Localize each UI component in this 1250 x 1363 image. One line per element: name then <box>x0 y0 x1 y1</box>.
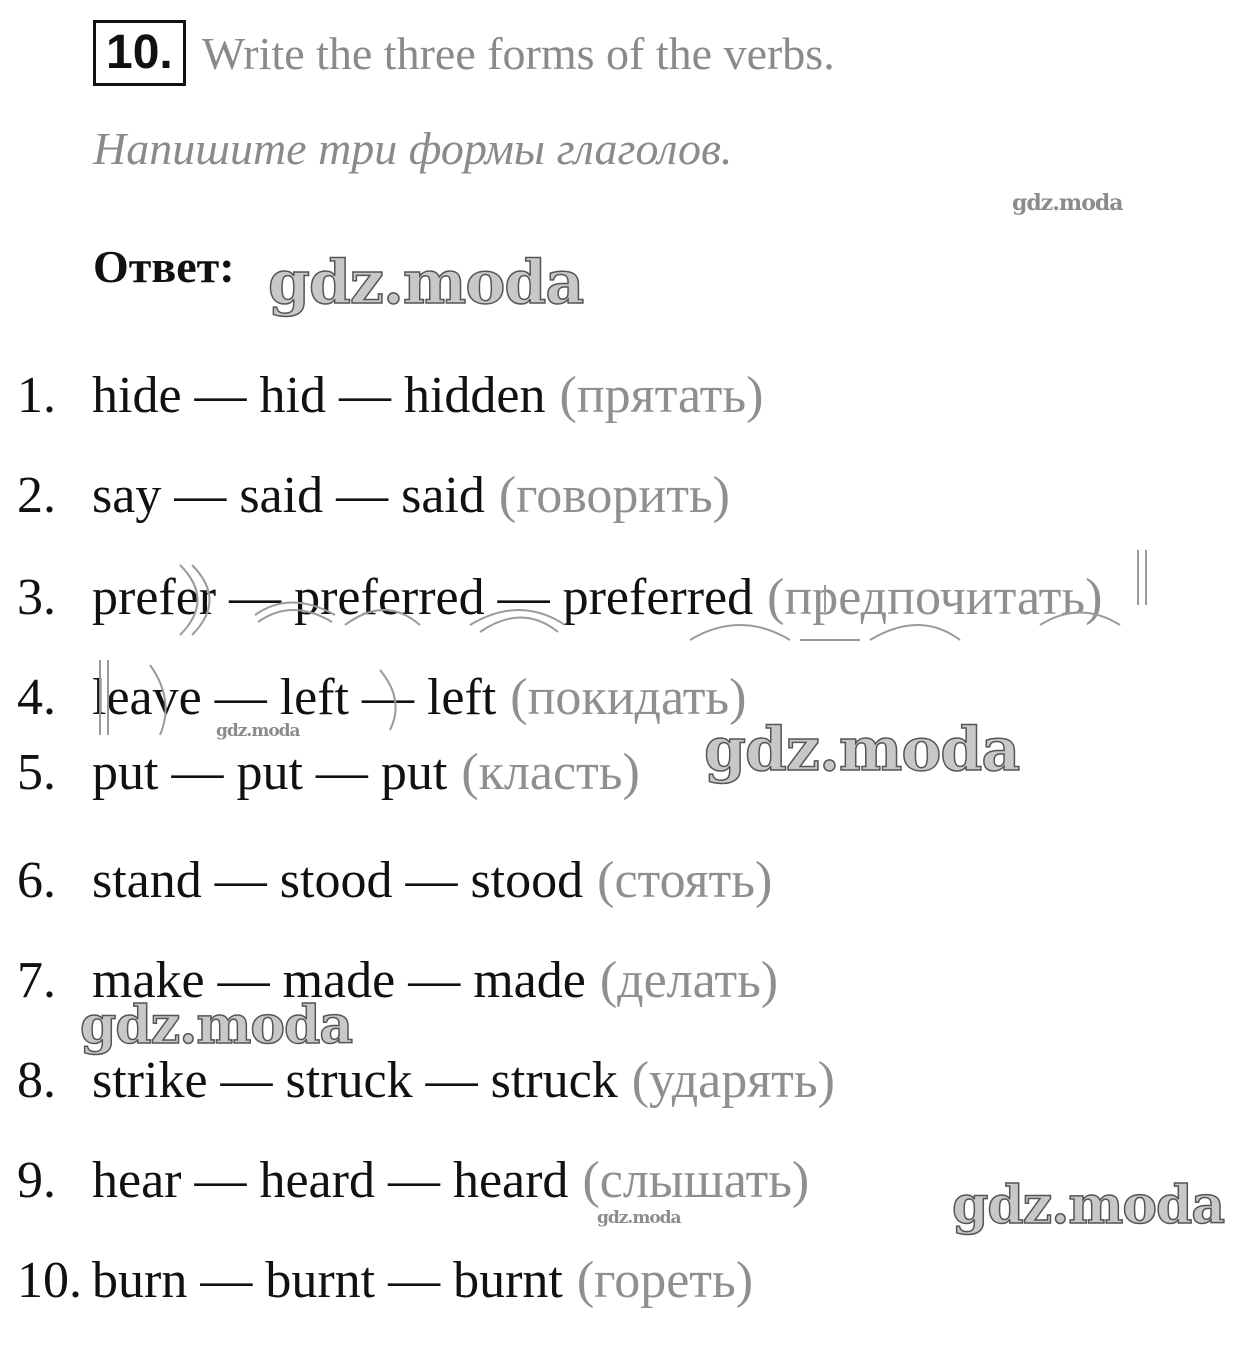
answer-number: 5. <box>17 743 56 801</box>
answer-number: 1. <box>17 366 56 424</box>
verb-forms: say — said — said <box>92 466 485 524</box>
watermark-small-bottom: gdz.moda <box>597 1208 681 1228</box>
verb-forms: leave — left — left <box>92 668 497 726</box>
answer-number: 10. <box>17 1251 82 1309</box>
task-instruction-ru: Напишите три формы глаголов. <box>93 123 733 174</box>
verb-forms: burn — burnt — burnt <box>92 1251 563 1309</box>
verb-forms: make — made — made <box>92 951 586 1009</box>
translation: (слышать) <box>582 1151 810 1209</box>
answer-label: Ответ: <box>93 241 235 292</box>
translation: (гореть) <box>576 1251 754 1309</box>
translation: (говорить) <box>498 466 730 524</box>
answer-item-2 <box>17 460 730 530</box>
answer-number: 8. <box>17 1051 56 1109</box>
watermark-top-right: gdz.moda <box>1012 190 1123 216</box>
task-number: 10. <box>93 20 186 86</box>
answer-item-3 <box>17 562 1102 632</box>
translation: (стоять) <box>597 851 773 909</box>
verb-forms: put — put — put <box>92 743 448 801</box>
answer-item-10 <box>17 1245 753 1315</box>
watermark-small-left: gdz.moda <box>216 721 300 741</box>
translation: (прятать) <box>559 366 764 424</box>
answer-number: 3. <box>17 568 56 626</box>
verb-forms: strike — struck — struck <box>92 1051 618 1109</box>
task-header <box>93 20 835 86</box>
verb-forms: prefer — preferred — preferred <box>92 568 754 626</box>
answer-item-1 <box>17 360 763 430</box>
translation: (класть) <box>461 743 640 801</box>
answer-item-6 <box>17 845 772 915</box>
translation: (делать) <box>599 951 779 1009</box>
watermark-answer: gdz.moda <box>268 248 584 318</box>
watermark-left: gdz.moda <box>80 995 353 1056</box>
verb-forms: hear — heard — heard <box>92 1151 569 1209</box>
verb-forms: stand — stood — stood <box>92 851 584 909</box>
translation: (покидать) <box>510 668 747 726</box>
watermark-bottom-right: gdz.moda <box>952 1175 1225 1236</box>
answer-number: 2. <box>17 466 56 524</box>
answer-number: 4. <box>17 668 56 726</box>
answer-item-9 <box>17 1145 809 1215</box>
translation: (ударять) <box>631 1051 835 1109</box>
answer-number: 6. <box>17 851 56 909</box>
translation: (предпочитать) <box>767 568 1103 626</box>
answer-number: 9. <box>17 1151 56 1209</box>
verb-forms: hide — hid — hidden <box>92 366 546 424</box>
answer-item-4 <box>17 662 746 732</box>
answer-item-5 <box>17 737 640 807</box>
watermark-large-center: gdz.moda <box>704 715 1020 785</box>
task-instruction-en: Write the three forms of the verbs. <box>201 27 835 79</box>
answer-number: 7. <box>17 951 56 1009</box>
